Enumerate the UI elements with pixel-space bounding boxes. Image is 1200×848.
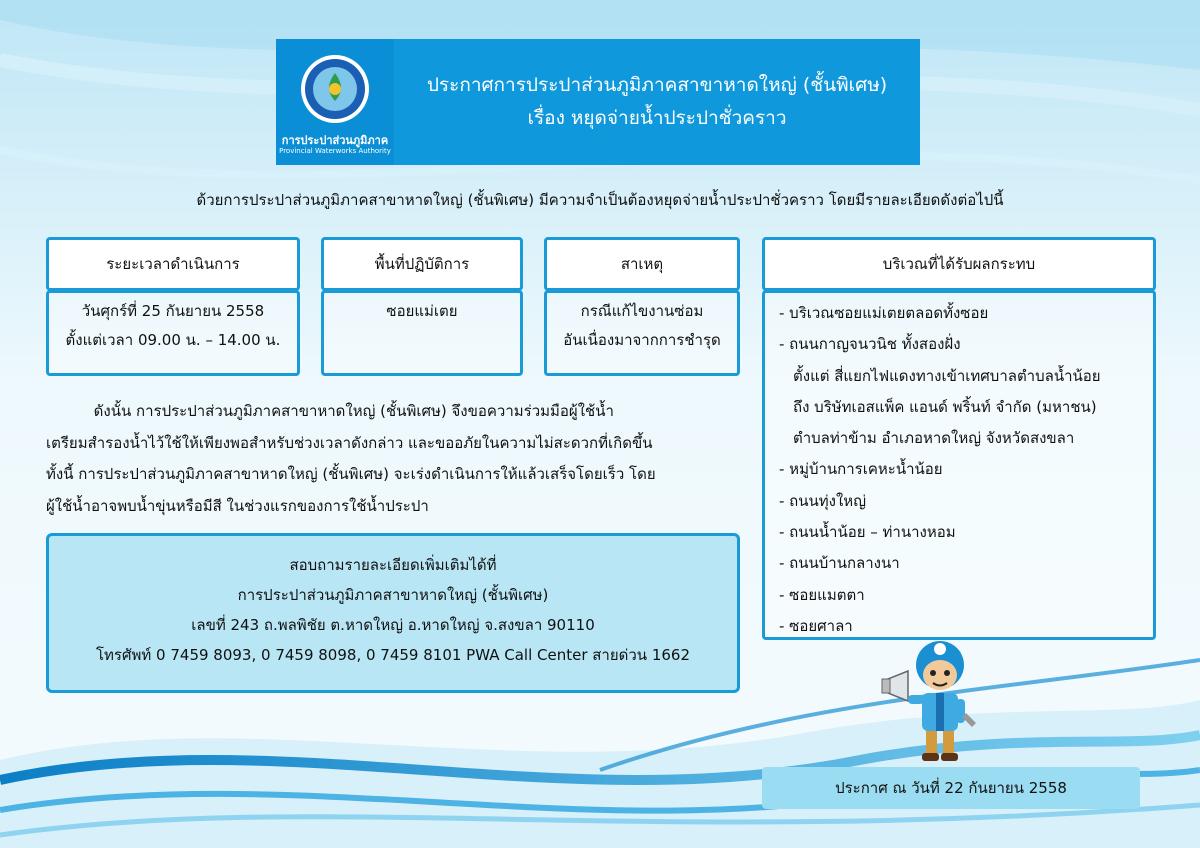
page-subtitle: เรื่อง หยุดจ่ายน้ำประปาชั่วคราว [527, 107, 787, 129]
duration-date: วันศุกร์ที่ 25 กันยายน 2558 [81, 302, 265, 320]
cell-cause [544, 290, 740, 376]
header-duration: ระยะเวลาดำเนินการ [46, 237, 300, 291]
contact-address: เลขที่ 243 ถ.พลพิชัย ต.หาดใหญ่ อ.หาดใหญ่ จ.สงขลา 90110 [191, 616, 595, 634]
impact-item: - ซอยศาลา [779, 616, 853, 635]
impact-item: - ถนนทุ่งใหญ่ [779, 491, 866, 510]
cell-area [321, 290, 523, 376]
impact-item: - ซอยแมตตา [779, 585, 865, 604]
cause-line-1: กรณีแก้ไขงานซ่อม [580, 302, 704, 320]
impact-item: - ถนนบ้านกลางนา [779, 554, 900, 573]
page-title: ประกาศการประปาส่วนภูมิภาคสาขาหาดใหญ่ (ชั้นพิเศษ) [426, 74, 888, 96]
logo-name-th: การประปาส่วนภูมิภาค [281, 134, 389, 147]
header-area: พื้นที่ปฏิบัติการ [321, 237, 523, 291]
cell-impact [762, 290, 1156, 640]
contact-heading: สอบถามรายละเอียดเพิ่มเติมได้ที่ [289, 556, 497, 574]
cause-line-2: อันเนื่องมาจากการชำรุด [563, 331, 721, 349]
logo-name-en: Provincial Waterworks Authority [279, 147, 391, 155]
contact-phone: โทรศัพท์ 0 7459 8093, 0 7459 8098, 0 7459 8101 PWA Call Center สายด่วน 1662 [95, 646, 691, 664]
title-banner [394, 39, 920, 165]
impact-item: - ถนนน้ำน้อย – ท่านางหอม [779, 523, 956, 542]
contact-org: การประปาส่วนภูมิภาคสาขาหาดใหญ่ (ชั้นพิเศษ) [237, 586, 549, 604]
impact-item: ตำบลท่าข้าม อำเภอหาดใหญ่ จังหวัดสงขลา [793, 429, 1075, 448]
impact-item: - บริเวณซอยแม่เตยตลอดทั้งซอย [779, 304, 989, 322]
header-impact: บริเวณที่ได้รับผลกระทบ [762, 237, 1156, 291]
impact-item: - หมู่บ้านการเคหะน้ำน้อย [779, 460, 943, 479]
mascot-megaphone-icon [880, 635, 990, 765]
body-line: ดังนั้น การประปาส่วนภูมิภาคสาขาหาดใหญ่ (ชั้นพิเศษ) จึงขอความร่วมมือผู้ใช้น้ำ [46, 402, 614, 420]
pwa-logo [276, 39, 394, 165]
area-value: ซอยแม่เตย [386, 302, 458, 320]
cell-duration [46, 290, 300, 376]
body-line: ผู้ใช้น้ำอาจพบน้ำขุ่นหรือมีสี ในช่วงแรกของการใช้น้ำประปา [46, 496, 429, 515]
announcement-date: ประกาศ ณ วันที่ 22 กันยายน 2558 [762, 767, 1140, 809]
duration-time: ตั้งแต่เวลา 09.00 น. – 14.00 น. [65, 331, 281, 349]
impact-item: ถึง บริษัทเอสแพ็ค แอนด์ พริ้นท์ จำกัด (มหาชน) [793, 397, 1097, 416]
impact-item: - ถนนกาญจนวนิช ทั้งสองฝั่ง [779, 335, 961, 354]
body-paragraph [46, 396, 740, 522]
intro-text: ด้วยการประปาส่วนภูมิภาคสาขาหาดใหญ่ (ชั้นพิเศษ) มีความจำเป็นต้องหยุดจ่ายน้ำประปาชั่วคราว โดยมีรายละเอียดดังต่อไปนี้ [196, 191, 1004, 209]
body-line: เตรียมสำรองน้ำไว้ใช้ให้เพียงพอสำหรับช่วงเวลาดังกล่าว และขออภัยในความไม่สะดวกที่เกิดขึ้น [46, 433, 653, 452]
header-cause: สาเหตุ [544, 237, 740, 291]
impact-item: ตั้งแต่ สี่แยกไฟแดงทางเข้าเทศบาลตำบลน้ำน้อย [793, 366, 1101, 385]
contact-box [46, 533, 740, 693]
body-line: ทั้งนี้ การประปาส่วนภูมิภาคสาขาหาดใหญ่ (ชั้นพิเศษ) จะเร่งดำเนินการให้แล้วเสร็จโดยเร็ว โดย [46, 465, 656, 483]
